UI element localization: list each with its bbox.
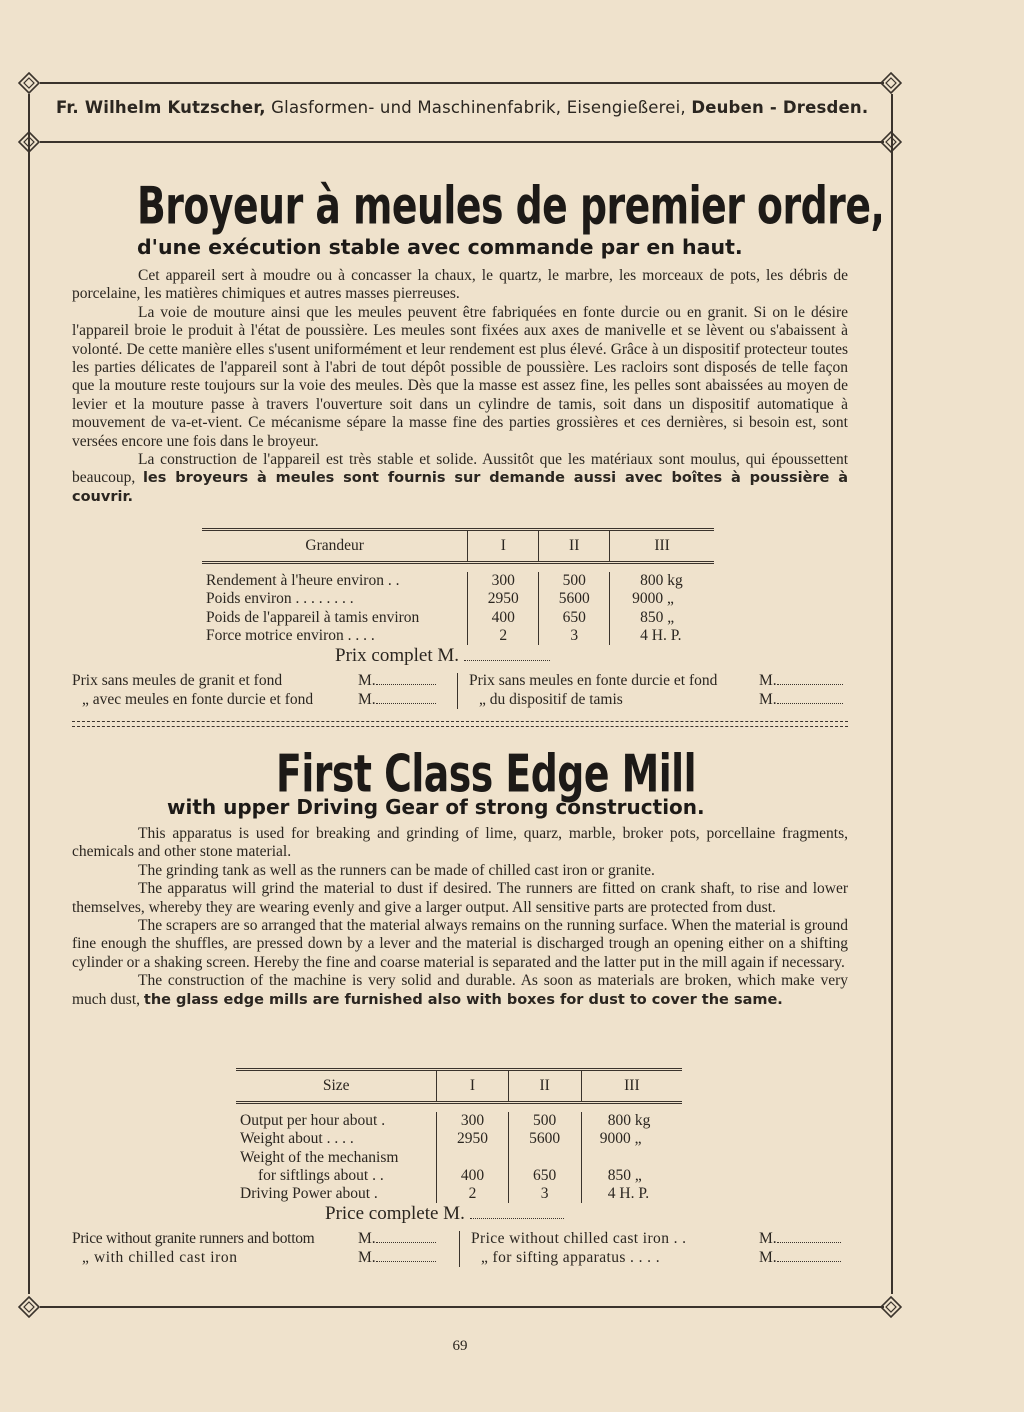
table-cell: 4 H. P. <box>581 1185 682 1203</box>
corner-ornament-icon <box>880 131 902 153</box>
english-title: First Class Edge Mill <box>276 744 697 804</box>
table-cell: 400 <box>468 609 539 627</box>
table-cell: Rendement à l'heure environ . . <box>206 572 400 589</box>
company-location: Deuben - Dresden. <box>691 98 869 117</box>
corner-ornament-icon <box>880 1296 902 1318</box>
french-paragraph: La voie de mouture ainsi que les meules peuvent être fabriquées en fonte durcie ou en granit. Si on le désire l'appareil broie le produit à l'état de poussière. Les meules sont fixées aux axes de manivelle et se lèvent ou s'abaissent à volonté. De cette manière elles s'usent uniformément et leur rendement est plus élevé. Grâce à un dispositif protecteur toutes les parties délicates de l'appareil sont à l'abri de tout dépôt possible de poussière. Les racloirs sont disposés de telle façon que la mouture reste toujours sur la voie des meules. Dès que la masse est assez fine, les pelles sont abaissées au moyen de levier et la mouture passe à travers l'ouverture soit dans un cylindre de tamis, soit dans un dispositif automatique à mouvement de va-et-vient. Ce mécanisme sépare la masse fine des parties grossières et ces dernières, si besoin est, sont versées encore une fois dans le broyeur. <box>72 303 848 450</box>
price-complete-label: Prix complet M. <box>335 645 460 666</box>
french-price-complete <box>335 645 550 667</box>
table-header-cell: III <box>610 530 714 563</box>
currency-label: M. <box>759 672 777 689</box>
table-cell: Poids de l'appareil à tamis environ <box>206 608 420 626</box>
price-label: „ du dispositif de tamis <box>479 691 623 708</box>
table-cell: 4 H. P. <box>610 627 714 645</box>
table-cell <box>581 1149 682 1167</box>
french-paragraph <box>72 451 848 506</box>
english-paragraph: The scrapers are so arranged that the material always remains on the running surface. When the material is ground fine enough the shuffles, are pressed down by a lever and the material is discharged trough an opening either on a shifting cylinder or a shaking screen. Hereby the fine and coarse material is separated and the latter put in the mill again if necessary. <box>72 917 848 971</box>
english-price-complete <box>325 1203 564 1225</box>
table-cell: 3 <box>539 627 610 645</box>
corner-ornament-icon <box>18 72 40 94</box>
english-paragraph-bold: the glass edge mills are furnished also with boxes for dust to cover the same. <box>143 991 783 1008</box>
table-cell: 500 <box>508 1112 581 1130</box>
english-paragraph: The grinding tank as well as the runners can be made of chilled cast iron or granite. <box>138 861 655 879</box>
table-cell: 2 <box>437 1185 508 1203</box>
corner-ornament-icon <box>18 131 40 153</box>
table-cell: 850 „ <box>610 609 714 627</box>
frame-top-line <box>40 82 884 84</box>
table-cell: 300 <box>468 572 539 590</box>
currency-label: M. <box>358 691 376 708</box>
table-row <box>236 1149 682 1167</box>
table-cell: 800 kg <box>610 572 714 590</box>
currency-label: M. <box>759 1230 777 1247</box>
table-cell: 400 <box>437 1167 508 1185</box>
price-label: Prix sans meules en fonte durcie et fond <box>469 672 718 689</box>
frame-bottom-line <box>40 1306 884 1308</box>
table-header-cell: Size <box>322 1077 350 1094</box>
corner-ornament-icon <box>880 72 902 94</box>
english-paragraph <box>72 972 848 1009</box>
table-row <box>236 1185 682 1203</box>
table-cell: Force motrice environ . . . . <box>206 626 375 644</box>
french-paragraph-bold: les broyeurs à meules sont fournis sur demande aussi avec boîtes à poussière à couvrir. <box>72 470 849 505</box>
french-subtitle: d'une exécution stable avec commande par en haut. <box>137 235 743 259</box>
table-cell: 9000 „ <box>610 590 714 608</box>
price-label: Price without granite runners and bottom <box>72 1230 315 1247</box>
frame-right-line <box>891 94 893 1294</box>
company-name: Fr. Wilhelm Kutzscher, <box>56 98 266 117</box>
table-cell: 9000 „ <box>581 1130 682 1148</box>
english-paragraph: The apparatus will grind the material to dust if desired. The runners are fitted on crank shaft, to rise and lower themselves, whereby they are wearing evenly and give a larger output. All sensitive parts are protected from dust. <box>72 880 848 916</box>
table-row <box>236 1167 682 1185</box>
english-price-right <box>471 1229 777 1267</box>
table-row <box>236 1112 682 1130</box>
english-paragraph: This apparatus is used for breaking and grinding of lime, quarz, marble, broker pots, porcellaine fragments, chemicals and other stone material. <box>72 825 848 861</box>
table-cell: 5600 <box>539 590 610 608</box>
section-separator <box>72 721 848 727</box>
french-title: Broyeur à meules de premier ordre, <box>137 176 885 236</box>
table-cell: 800 kg <box>581 1112 682 1130</box>
english-subtitle: with upper Driving Gear of strong construction. <box>167 795 705 819</box>
table-cell: 850 „ <box>581 1167 682 1185</box>
table-cell: 500 <box>539 572 610 590</box>
table-header-cell: III <box>581 1070 682 1103</box>
table-cell: Driving Power about . <box>240 1185 378 1203</box>
table-cell: Weight of the mechanism <box>240 1148 399 1166</box>
price-divider <box>457 673 458 709</box>
table-header-cell: II <box>508 1070 581 1103</box>
table-row <box>202 590 714 608</box>
table-cell: 2950 <box>437 1130 508 1148</box>
table-cell: 5600 <box>508 1130 581 1148</box>
table-row <box>236 1130 682 1148</box>
header-bottom-line <box>40 141 884 143</box>
french-paragraph-text: La construction de l'appareil est très stable et solide. Aussitôt que les matériaux sont moulus, qui époussettent beaucoup, <box>72 451 848 487</box>
currency-label: M. <box>759 1249 777 1266</box>
french-spec-table <box>202 528 714 645</box>
english-body <box>72 825 848 1009</box>
table-header-cell: II <box>539 530 610 563</box>
english-paragraph-text: The construction of the machine is very solid and durable. As soon as materials are broken, which make very much dust, <box>72 972 848 1008</box>
frame-left-line <box>28 94 30 1294</box>
table-header-cell: I <box>437 1070 508 1103</box>
table-cell: 300 <box>437 1112 508 1130</box>
table-cell: 2 <box>468 627 539 645</box>
company-description: Glasformen- und Maschinenfabrik, Eisengießerei, <box>271 98 686 117</box>
page-number: 69 <box>452 1338 468 1354</box>
english-price-left <box>72 1229 376 1267</box>
price-label: „ avec meules en fonte durcie et fond <box>82 691 314 708</box>
table-cell: for siftlings about . . <box>258 1166 384 1184</box>
french-body <box>72 267 848 506</box>
table-row <box>202 572 714 590</box>
table-cell: 2950 <box>468 590 539 608</box>
price-label: Price without chilled cast iron . . <box>471 1230 687 1247</box>
table-row <box>202 627 714 645</box>
currency-label: M. <box>358 672 376 689</box>
table-cell: Weight about . . . . <box>240 1130 354 1148</box>
french-price-left <box>72 671 376 709</box>
page-header <box>56 98 896 117</box>
table-cell <box>437 1149 508 1167</box>
corner-ornament-icon <box>18 1296 40 1318</box>
price-label: „ for sifting apparatus . . . . <box>481 1249 660 1266</box>
table-header-cell: I <box>468 530 539 563</box>
currency-label: M. <box>358 1249 376 1266</box>
table-cell: Poids environ . . . . . . . . <box>206 590 354 608</box>
english-spec-table <box>236 1068 682 1203</box>
table-cell: 3 <box>508 1185 581 1203</box>
table-cell <box>508 1149 581 1167</box>
currency-label: M. <box>759 691 777 708</box>
french-paragraph: Cet appareil sert à moudre ou à concasser la chaux, le quartz, le marbre, les morceaux de pots, les débris de porcelaine, les matières chimiques et autres masses pierreuses. <box>72 267 848 303</box>
table-row <box>202 609 714 627</box>
price-divider <box>459 1231 460 1267</box>
currency-label: M. <box>358 1230 376 1247</box>
french-price-right <box>469 671 777 709</box>
table-header-cell: Grandeur <box>305 537 364 554</box>
price-label: „ with chilled cast iron <box>82 1249 238 1266</box>
price-label: Prix sans meules de granit et fond <box>72 672 283 689</box>
price-complete-label: Price complete M. <box>325 1203 465 1224</box>
table-cell: 650 <box>508 1167 581 1185</box>
table-cell: Output per hour about . <box>240 1112 386 1129</box>
table-cell: 650 <box>539 609 610 627</box>
